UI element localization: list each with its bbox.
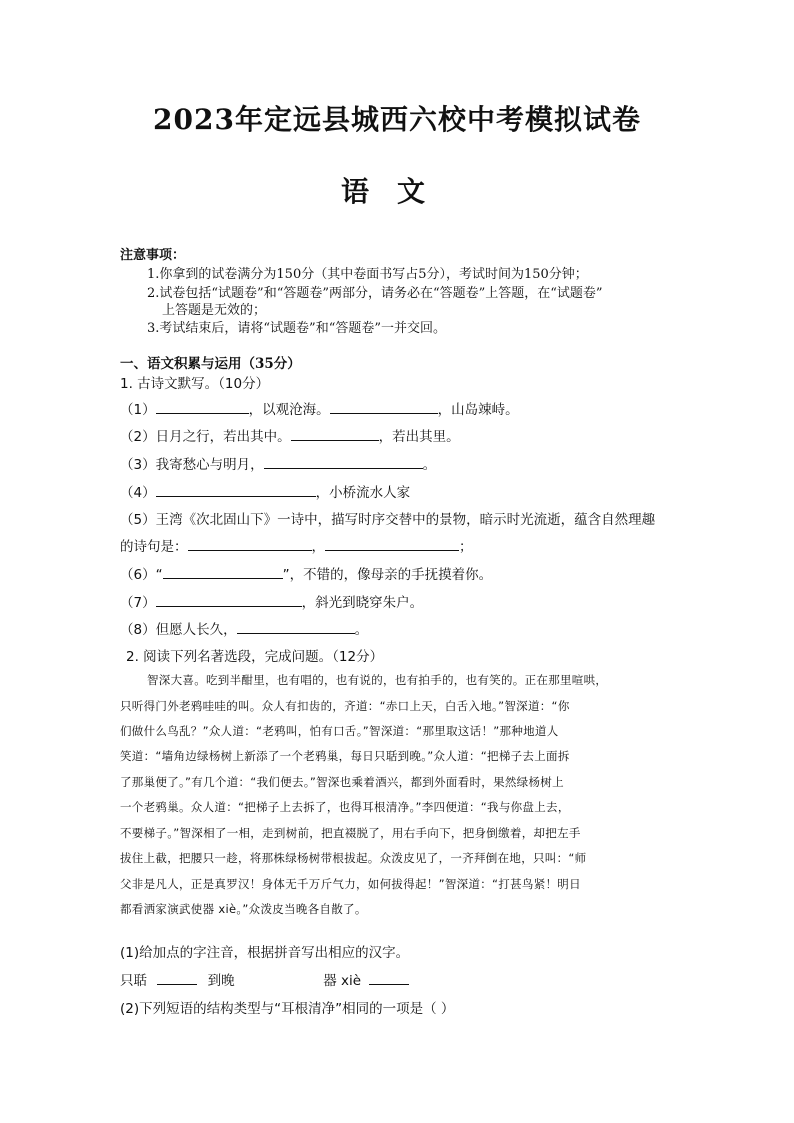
q1-line-3-b: 。 — [422, 457, 437, 473]
q1-line-5-c: ， — [311, 539, 325, 555]
sub1-item-c: 器 xiè — [323, 973, 362, 989]
q1-line-7 — [120, 591, 423, 611]
answer-blank[interactable] — [188, 536, 312, 551]
q1-line-2 — [120, 425, 460, 445]
q1-line-5-b: 的诗句是： — [120, 539, 188, 555]
passage-line: 都看洒家演武使器 xiè。”众泼皮当晚各自散了。 — [120, 902, 367, 916]
q1-line-1-a: （1） — [120, 402, 156, 418]
q1-line-1 — [120, 398, 519, 418]
q1-line-1-b: ，以观沧海。 — [248, 402, 330, 418]
q1-line-5-d: ； — [459, 539, 473, 555]
q1-line-7-b: ，斜光到晓穿朱户。 — [301, 595, 424, 611]
passage-line: 笑道：“墙角边绿杨树上新添了一个老鸦巢，每日只聒到晚。”众人道：“把梯子去上面拆 — [120, 749, 570, 763]
notice-item-2-cont: 上答题是无效的； — [162, 303, 267, 318]
passage-line: 父非是凡人，正是真罗汉！身体无千万斤气力，如何拔得起！”智深道：“打甚鸟紧！明日 — [120, 877, 581, 891]
passage-line: 不要梯子。”智深相了一相，走到树前，把直裰脱了，用右手向下，把身倒缴着，却把左手 — [120, 826, 581, 840]
section-heading: 一、语文积累与运用（35分） — [120, 356, 301, 372]
q1-line-8-a: （8）但愿人长久， — [120, 622, 237, 638]
q1-line-3-a: （3）我寄愁心与明月， — [120, 457, 264, 473]
passage-line: 们做什么鸟乱？”众人道：“老鸦叫，怕有口舌。”智深道：“那里取这话！”那种地道人 — [120, 724, 559, 738]
passage-line: 智深大喜。吃到半酣里，也有唱的，也有说的，也有拍手的，也有笑的。正在那里喧哄， — [147, 673, 608, 687]
q1-line-7-a: （7） — [120, 595, 156, 611]
question-1-title: 1. 古诗文默写。（10分） — [120, 376, 270, 392]
q1-line-2-b: ，若出其里。 — [378, 429, 460, 445]
exam-title: 2023年定远县城西六校中考模拟试卷 — [153, 103, 641, 136]
sub-question-1-items — [120, 969, 409, 989]
q1-line-3 — [120, 453, 436, 473]
passage-line: 只听得门外老鸦哇哇的叫。众人有扣齿的，齐道：“赤口上天，白舌入地。”智深道：“你 — [120, 699, 570, 713]
q1-line-5: （5）王湾《次北固山下》一诗中，描写时序交替中的景物，暗示时光流逝，蕴含自然理趣 — [120, 512, 656, 528]
answer-blank[interactable] — [163, 564, 283, 579]
answer-blank[interactable] — [291, 426, 379, 441]
q1-line-4-a: （4） — [120, 485, 156, 501]
q1-line-2-a: （2）日月之行，若出其中。 — [120, 429, 291, 445]
q1-line-6-a: （6）“ — [120, 567, 163, 583]
question-2-title: 2. 阅读下列名著选段，完成问题。（12分） — [126, 649, 384, 665]
answer-blank[interactable] — [237, 619, 355, 634]
passage-line: 了那巢便了。”有几个道：“我们便去。”智深也乘着酒兴，都到外面看时，果然绿杨树上 — [120, 775, 564, 789]
q1-line-6 — [120, 563, 492, 583]
subject-title: 语文 — [340, 175, 453, 208]
answer-blank[interactable] — [264, 454, 423, 469]
sub1-item-b: 到晚 — [207, 973, 235, 989]
sub-question-1: (1)给加点的字注音，根据拼音写出相应的汉字。 — [120, 945, 410, 961]
answer-blank[interactable] — [156, 482, 316, 497]
answer-blank[interactable] — [325, 536, 459, 551]
answer-blank[interactable] — [156, 399, 249, 414]
q1-line-5-cont — [120, 535, 473, 555]
answer-blank[interactable] — [369, 970, 409, 985]
notice-item-2: 2.试卷包括“试题卷”和“答题卷”两部分，请务必在“答题卷”上答题，在“试题卷” — [147, 286, 603, 301]
notice-item-1: 1.你拿到的试卷满分为150分（其中卷面书写占5分），考试时间为150分钟； — [147, 267, 588, 282]
q1-line-4 — [120, 481, 410, 501]
answer-blank[interactable] — [330, 399, 438, 414]
q1-line-6-b: ”，不错的，像母亲的手抚摸着你。 — [282, 567, 493, 583]
q1-line-1-c: ，山岛竦峙。 — [437, 402, 519, 418]
answer-blank[interactable] — [157, 970, 197, 985]
sub1-item-a: 只聒 — [120, 973, 147, 989]
passage-line: 拔住上截，把腰只一趁，将那株绿杨树带根拔起。众泼皮见了，一齐拜倒在地，只叫：“师 — [120, 851, 587, 865]
notice-item-3: 3.考试结束后，请将“试题卷”和“答题卷”一并交回。 — [147, 321, 446, 336]
passage-line: 一个老鸦巢。众人道：“把梯子上去拆了，也得耳根清净。”李四便道：“我与你盘上去， — [120, 800, 570, 814]
notice-heading: 注意事项： — [120, 248, 186, 263]
sub-question-2: (2)下列短语的结构类型与“耳根清净”相同的一项是（ ） — [120, 1001, 455, 1017]
q1-line-4-b: ，小桥流水人家 — [315, 485, 411, 501]
answer-blank[interactable] — [156, 592, 302, 607]
q1-line-8-b: 。 — [354, 622, 369, 638]
q1-line-8 — [120, 618, 368, 638]
